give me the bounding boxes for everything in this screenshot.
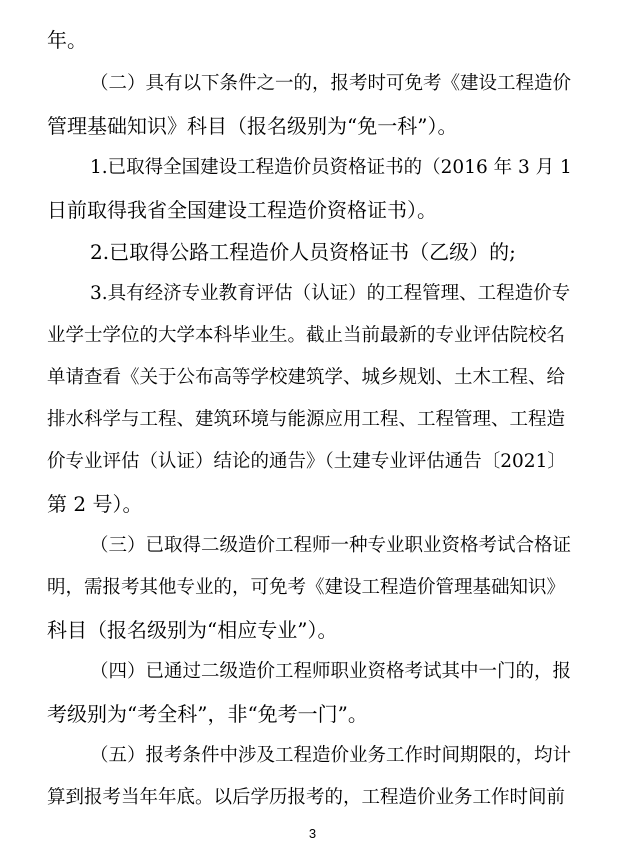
text-line-3: 管理基础知识》科目（报名级别为“免一科”）。	[47, 114, 458, 138]
text-line-19: 算到报考当年年底。以后学历报考的，工程造价业务工作时间前	[47, 787, 566, 808]
text-line-10: 排水科学与工程、建筑环境与能源应用工程、工程管理、工程造	[47, 409, 566, 430]
text-line-13: （三）已取得二级造价工程师一种专业职业资格考试合格证	[90, 535, 572, 556]
text-line-16: （四）已通过二级造价工程师职业资格考试其中一门的，报	[90, 661, 572, 682]
text-line-1: 年。	[47, 28, 87, 52]
text-line-15: 科目（报名级别为“相应专业”）。	[47, 618, 338, 642]
text-line-9: 单请查看《关于公布高等学校建筑学、城乡规划、土木工程、给	[47, 367, 566, 388]
text-line-2: （二）具有以下条件之一的，报考时可免考《建设工程造价	[90, 73, 572, 94]
text-line-4: 1.已取得全国建设工程造价员资格证书的（2016 年 3 月 1	[90, 157, 572, 178]
text-line-6: 2.已取得公路工程造价人员资格证书（乙级）的;	[90, 240, 516, 264]
text-line-12: 第 2 号）。	[47, 492, 143, 516]
text-line-17: 考级别为“考全科”，非“免考一门”。	[47, 702, 368, 726]
page-number: 3	[308, 826, 317, 841]
text-line-5: 日前取得我省全国建设工程造价资格证书）。	[47, 198, 437, 222]
text-line-18: （五）报考条件中涉及工程造价业务工作时间期限的，均计	[90, 745, 572, 766]
text-line-11: 价专业评估（认证）结论的通告》（土建专业评估通告〔2021〕	[47, 451, 566, 472]
text-line-14: 明，需报考其他专业的，可免考《建设工程造价管理基础知识》	[47, 577, 566, 598]
text-line-7: 3.具有经济专业教育评估（认证）的工程管理、工程造价专	[90, 283, 571, 304]
text-line-8: 业学士学位的大学本科毕业生。截止当前最新的专业评估院校名	[47, 325, 566, 346]
